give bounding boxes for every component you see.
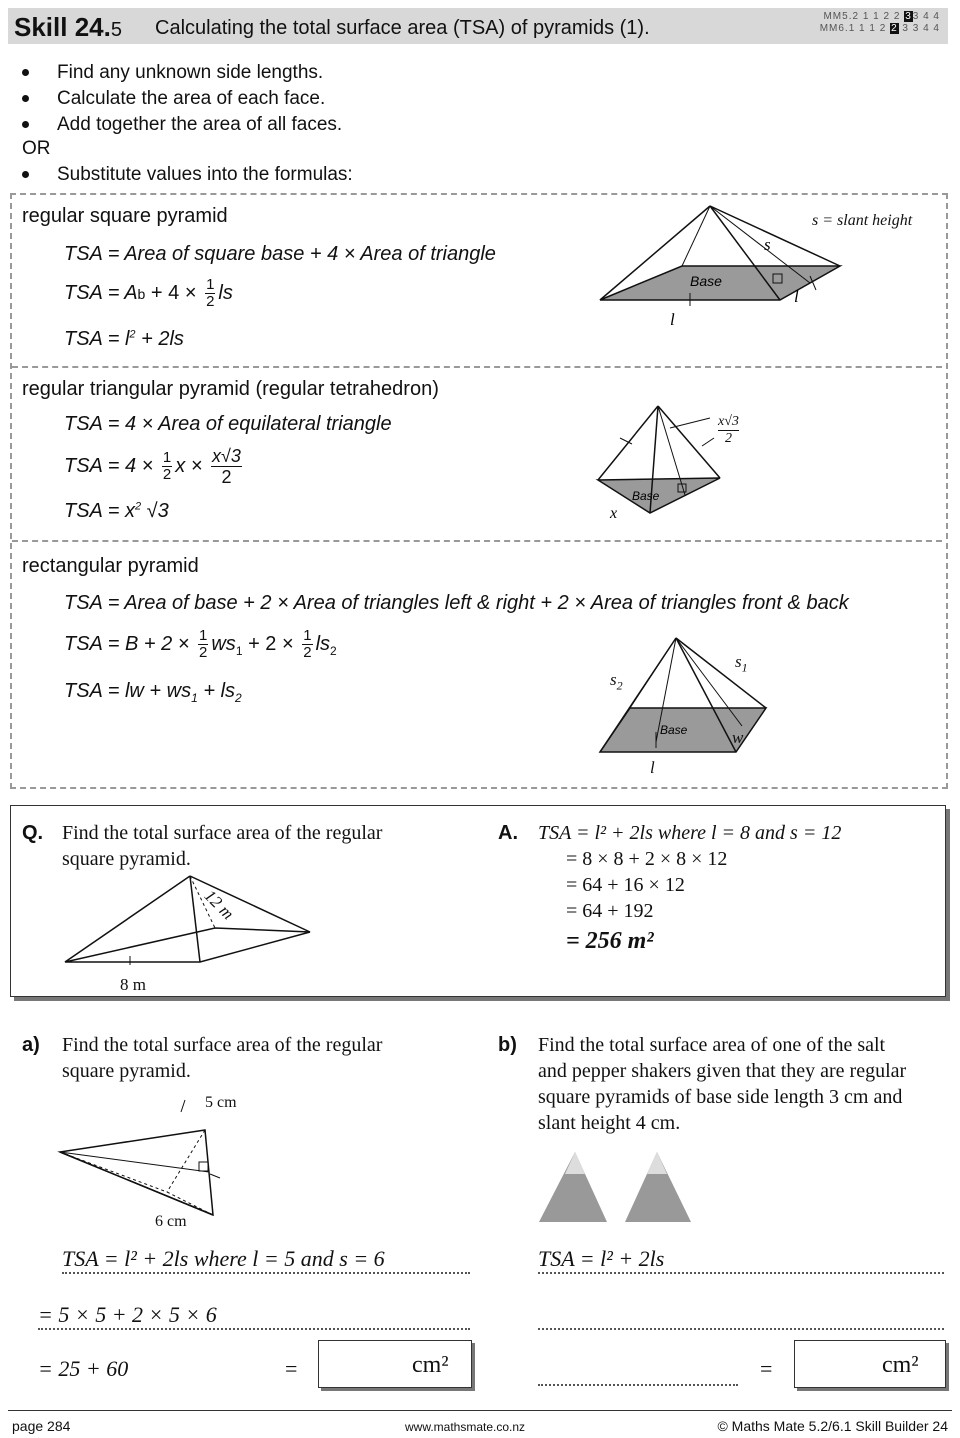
instruction-2: Calculate the area of each face. <box>22 88 325 110</box>
triangular-height-label: x√3 2 <box>718 414 739 446</box>
example-answer-line-4: = 64 + 192 <box>566 900 654 922</box>
triangular-x-label: x <box>610 505 618 522</box>
curriculum-codes: MM5.2 1 1 2 2 33 4 4 MM6.1 1 1 2 2 3 3 4 4 <box>819 11 940 34</box>
square-formula-3: TSA = $l^2 + 2ls$ <box>64 328 184 350</box>
section-divider-1 <box>12 366 942 368</box>
rectangular-formula-3: TSA = lw + $ws_1 + ls_2$ <box>64 680 242 705</box>
skill-number: Skill 24.5 <box>14 12 122 42</box>
rectangular-pyramid-figure <box>596 630 776 785</box>
question-a-line-2: square pyramid. <box>62 1060 191 1082</box>
page-number: page 284 <box>12 1418 71 1434</box>
question-b-work-line-1[interactable]: TSA = l² + 2ls <box>538 1246 944 1274</box>
instruction-4: Substitute values into the formulas: <box>22 164 353 186</box>
rectangular-formula-2: TSA = B + 2 × $\frac{1}{2}$ $ws_1 + 2$ × $\frac{1}{2}$ $ls_2$ <box>64 627 337 661</box>
square-l-label-2: l <box>794 287 799 306</box>
square-formula-2: TSA = Ab + 4 × $\frac{1}{2}$ ls <box>64 276 233 310</box>
question-a-work-line-2[interactable]: = 5 × 5 + 2 × 5 × 6 <box>38 1302 470 1330</box>
question-a-side-label: 6 cm <box>155 1213 187 1230</box>
rectangular-pyramid-title: rectangular pyramid <box>22 555 199 577</box>
question-a-line-1: Find the total surface area of the regular <box>62 1034 383 1056</box>
example-answer-line-2: = 8 × 8 + 2 × 8 × 12 <box>566 848 728 870</box>
skill-title: Calculating the total surface area (TSA) of pyramids (1). <box>155 17 650 39</box>
triangular-formula-2: TSA = 4 × $\frac{1}{2}$ x × $\frac{x√3}{2}$ <box>64 446 241 487</box>
square-base-label: Base <box>690 273 722 289</box>
section-divider-2 <box>12 540 942 542</box>
question-b-work-line-3[interactable] <box>538 1384 738 1386</box>
answer-label: A. <box>498 822 518 844</box>
question-b-work-line-2[interactable] <box>538 1328 944 1330</box>
rectangular-w-label: w <box>732 728 744 747</box>
question-b-equals: = <box>760 1356 773 1381</box>
salt-pepper-shakers-figure <box>535 1148 700 1228</box>
footer-url[interactable]: www.mathsmate.co.nz <box>405 1420 526 1434</box>
question-a-equals: = <box>285 1356 298 1381</box>
question-b-line-2: and pepper shakers given that they are regular <box>538 1060 907 1082</box>
footer-rule <box>8 1410 952 1411</box>
rectangular-base-label: Base <box>660 723 688 737</box>
triangular-pyramid-figure <box>590 398 780 523</box>
example-question-line-1: Find the total surface area of the regular <box>62 822 383 844</box>
slant-height-note: s = slant height <box>812 212 913 229</box>
question-b-line-4: slant height 4 cm. <box>538 1112 681 1134</box>
question-b-line-3: square pyramids of base side length 3 cm and <box>538 1086 903 1108</box>
question-a-work-line-1[interactable]: TSA = l² + 2ls where l = 5 and s = 6 <box>62 1246 470 1274</box>
example-answer-line-1: TSA = l² + 2ls where l = 8 and s = 12 <box>538 822 842 844</box>
question-a-slant-label: 5 cm <box>205 1094 237 1111</box>
example-question-line-2: square pyramid. <box>62 848 191 870</box>
example-side-label: 8 m <box>120 975 146 994</box>
triangular-formula-3: TSA = $x^2$ √3 <box>64 500 169 522</box>
rectangular-s1-label: $s_1$ <box>735 652 748 675</box>
question-a-unit: cm² <box>412 1352 449 1378</box>
example-pyramid-figure <box>60 870 320 965</box>
rectangular-l-label: l <box>650 758 655 777</box>
triangular-pyramid-title: regular triangular pyramid (regular tetrahedron) <box>22 378 439 400</box>
example-slant-label: 12 m <box>200 886 238 924</box>
rectangular-s2-label: $s_2$ <box>610 670 623 693</box>
instruction-3: Add together the area of all faces. <box>22 114 342 136</box>
question-b-answer-box[interactable] <box>794 1340 946 1388</box>
triangular-base-label: Base <box>632 489 660 503</box>
footer-copyright: © Maths Mate 5.2/6.1 Skill Builder 24 <box>717 1418 948 1434</box>
square-pyramid-title: regular square pyramid <box>22 205 228 227</box>
instruction-1: Find any unknown side lengths. <box>22 62 323 84</box>
triangular-formula-1: TSA = 4 × Area of equilateral triangle <box>64 413 392 435</box>
question-a-label: a) <box>22 1034 40 1056</box>
question-b-line-1: Find the total surface area of one of the salt <box>538 1034 886 1056</box>
question-b-unit: cm² <box>882 1352 919 1378</box>
question-a-answer-box[interactable] <box>318 1340 472 1388</box>
square-slant-s-label: s <box>764 235 771 254</box>
square-l-label-1: l <box>670 310 675 328</box>
example-answer-result: = 256 m² <box>566 928 654 954</box>
question-b-label: b) <box>498 1034 517 1056</box>
instruction-or: OR <box>22 138 51 159</box>
question-a-work-line-3: = 25 + 60 <box>38 1356 129 1381</box>
rectangular-formula-1: TSA = Area of base + 2 × Area of triangles left & right + 2 × Area of triangles front & back <box>64 592 849 614</box>
example-answer-line-3: = 64 + 16 × 12 <box>566 874 685 896</box>
question-label: Q. <box>22 822 44 844</box>
square-formula-1: TSA = Area of square base + 4 × Area of triangle <box>64 243 496 265</box>
